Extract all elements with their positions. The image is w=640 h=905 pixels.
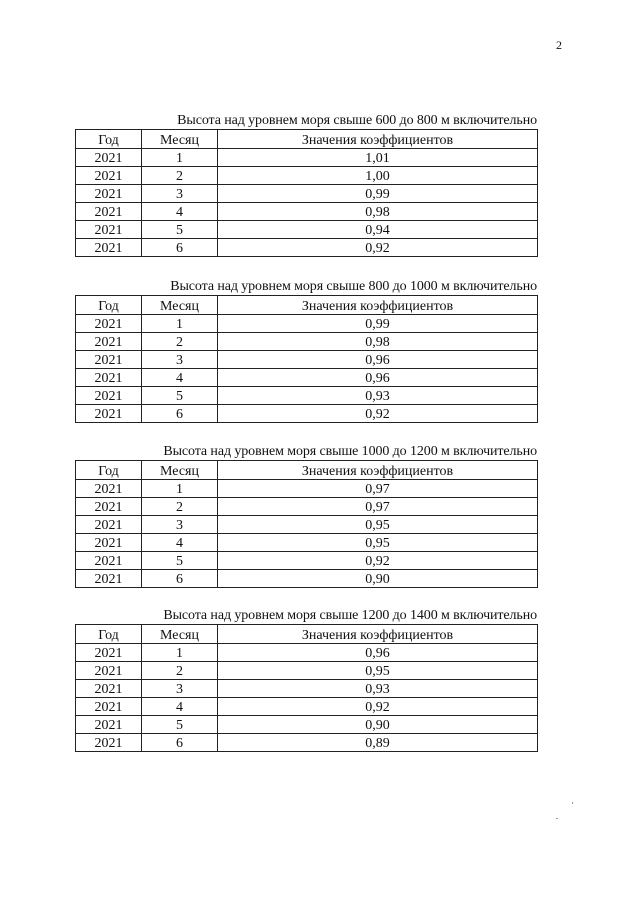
table-row	[76, 534, 538, 552]
cell-month: 1	[142, 480, 218, 498]
cell-year: 2021	[76, 498, 142, 516]
cell-month: 4	[142, 203, 218, 221]
table-row	[76, 369, 538, 387]
cell-year: 2021	[76, 167, 142, 185]
cell-year: 2021	[76, 570, 142, 588]
table-header-row	[76, 625, 538, 644]
column-header-value: Значения коэффициентов	[218, 461, 538, 480]
cell-value: 0,95	[218, 662, 538, 680]
cell-year: 2021	[76, 662, 142, 680]
cell-value: 1,00	[218, 167, 538, 185]
column-header-value: Значения коэффициентов	[218, 296, 538, 315]
cell-value: 0,99	[218, 315, 538, 333]
cell-value: 0,96	[218, 351, 538, 369]
cell-year: 2021	[76, 333, 142, 351]
cell-year: 2021	[76, 185, 142, 203]
table-row	[76, 516, 538, 534]
cell-value: 0,93	[218, 680, 538, 698]
cell-value: 0,89	[218, 734, 538, 752]
cell-month: 1	[142, 644, 218, 662]
table-row	[76, 333, 538, 351]
cell-value: 0,97	[218, 480, 538, 498]
column-header-month: Месяц	[142, 296, 218, 315]
cell-year: 2021	[76, 552, 142, 570]
table-row	[76, 149, 538, 167]
cell-year: 2021	[76, 734, 142, 752]
table-row	[76, 167, 538, 185]
section-title: Высота над уровнем моря свыше 1000 до 1200 м включительно	[163, 444, 537, 459]
cell-month: 6	[142, 405, 218, 423]
cell-year: 2021	[76, 716, 142, 734]
column-header-value: Значения коэффициентов	[218, 130, 538, 149]
page-number: 2	[556, 38, 562, 52]
coefficient-section	[75, 279, 537, 423]
table-row	[76, 734, 538, 752]
table-row	[76, 405, 538, 423]
cell-year: 2021	[76, 369, 142, 387]
cell-month: 4	[142, 369, 218, 387]
cell-value: 0,94	[218, 221, 538, 239]
cell-month: 1	[142, 315, 218, 333]
cell-value: 0,96	[218, 644, 538, 662]
cell-month: 2	[142, 498, 218, 516]
cell-value: 0,90	[218, 570, 538, 588]
cell-year: 2021	[76, 203, 142, 221]
cell-year: 2021	[76, 516, 142, 534]
cell-month: 2	[142, 662, 218, 680]
cell-month: 3	[142, 351, 218, 369]
column-header-month: Месяц	[142, 130, 218, 149]
cell-year: 2021	[76, 387, 142, 405]
cell-value: 0,92	[218, 698, 538, 716]
cell-month: 5	[142, 221, 218, 239]
section-title: Высота над уровнем моря свыше 1200 до 1400 м включительно	[163, 608, 537, 623]
table-row	[76, 185, 538, 203]
table-row	[76, 570, 538, 588]
cell-month: 5	[142, 716, 218, 734]
cell-year: 2021	[76, 351, 142, 369]
coefficient-table	[75, 624, 538, 752]
table-row	[76, 315, 538, 333]
cell-year: 2021	[76, 315, 142, 333]
cell-month: 2	[142, 333, 218, 351]
cell-value: 0,92	[218, 552, 538, 570]
table-header-row	[76, 130, 538, 149]
coefficient-section	[75, 608, 537, 752]
table-row	[76, 480, 538, 498]
table-row	[76, 203, 538, 221]
cell-value: 0,92	[218, 405, 538, 423]
cell-year: 2021	[76, 149, 142, 167]
cell-year: 2021	[76, 698, 142, 716]
cell-month: 5	[142, 552, 218, 570]
table-row	[76, 498, 538, 516]
scan-speck	[572, 802, 573, 804]
column-header-year: Год	[76, 625, 142, 644]
cell-value: 0,90	[218, 716, 538, 734]
cell-month: 1	[142, 149, 218, 167]
table-header-row	[76, 461, 538, 480]
coefficient-section	[75, 444, 537, 588]
cell-month: 4	[142, 534, 218, 552]
column-header-month: Месяц	[142, 625, 218, 644]
table-row	[76, 552, 538, 570]
table-row	[76, 351, 538, 369]
cell-month: 3	[142, 680, 218, 698]
cell-value: 0,96	[218, 369, 538, 387]
cell-month: 4	[142, 698, 218, 716]
table-row	[76, 662, 538, 680]
cell-value: 0,98	[218, 333, 538, 351]
cell-value: 0,98	[218, 203, 538, 221]
cell-year: 2021	[76, 534, 142, 552]
cell-year: 2021	[76, 480, 142, 498]
section-title: Высота над уровнем моря свыше 600 до 800 м включительно	[177, 113, 537, 128]
coefficient-table	[75, 460, 538, 588]
cell-year: 2021	[76, 680, 142, 698]
cell-value: 0,92	[218, 239, 538, 257]
cell-year: 2021	[76, 239, 142, 257]
cell-year: 2021	[76, 405, 142, 423]
table-row	[76, 698, 538, 716]
cell-value: 0,97	[218, 498, 538, 516]
cell-month: 3	[142, 516, 218, 534]
cell-value: 1,01	[218, 149, 538, 167]
column-header-year: Год	[76, 296, 142, 315]
cell-month: 6	[142, 570, 218, 588]
cell-value: 0,95	[218, 516, 538, 534]
table-header-row	[76, 296, 538, 315]
column-header-value: Значения коэффициентов	[218, 625, 538, 644]
column-header-month: Месяц	[142, 461, 218, 480]
table-row	[76, 644, 538, 662]
table-row	[76, 716, 538, 734]
section-title: Высота над уровнем моря свыше 800 до 1000 м включительно	[170, 279, 537, 294]
table-row	[76, 221, 538, 239]
cell-value: 0,99	[218, 185, 538, 203]
scan-speck	[556, 818, 558, 819]
cell-value: 0,93	[218, 387, 538, 405]
column-header-year: Год	[76, 130, 142, 149]
cell-month: 3	[142, 185, 218, 203]
coefficient-table	[75, 295, 538, 423]
column-header-year: Год	[76, 461, 142, 480]
cell-month: 6	[142, 734, 218, 752]
table-row	[76, 387, 538, 405]
coefficient-section	[75, 113, 537, 257]
table-row	[76, 239, 538, 257]
cell-month: 2	[142, 167, 218, 185]
cell-year: 2021	[76, 644, 142, 662]
table-row	[76, 680, 538, 698]
coefficient-table	[75, 129, 538, 257]
cell-month: 6	[142, 239, 218, 257]
cell-value: 0,95	[218, 534, 538, 552]
cell-month: 5	[142, 387, 218, 405]
cell-year: 2021	[76, 221, 142, 239]
